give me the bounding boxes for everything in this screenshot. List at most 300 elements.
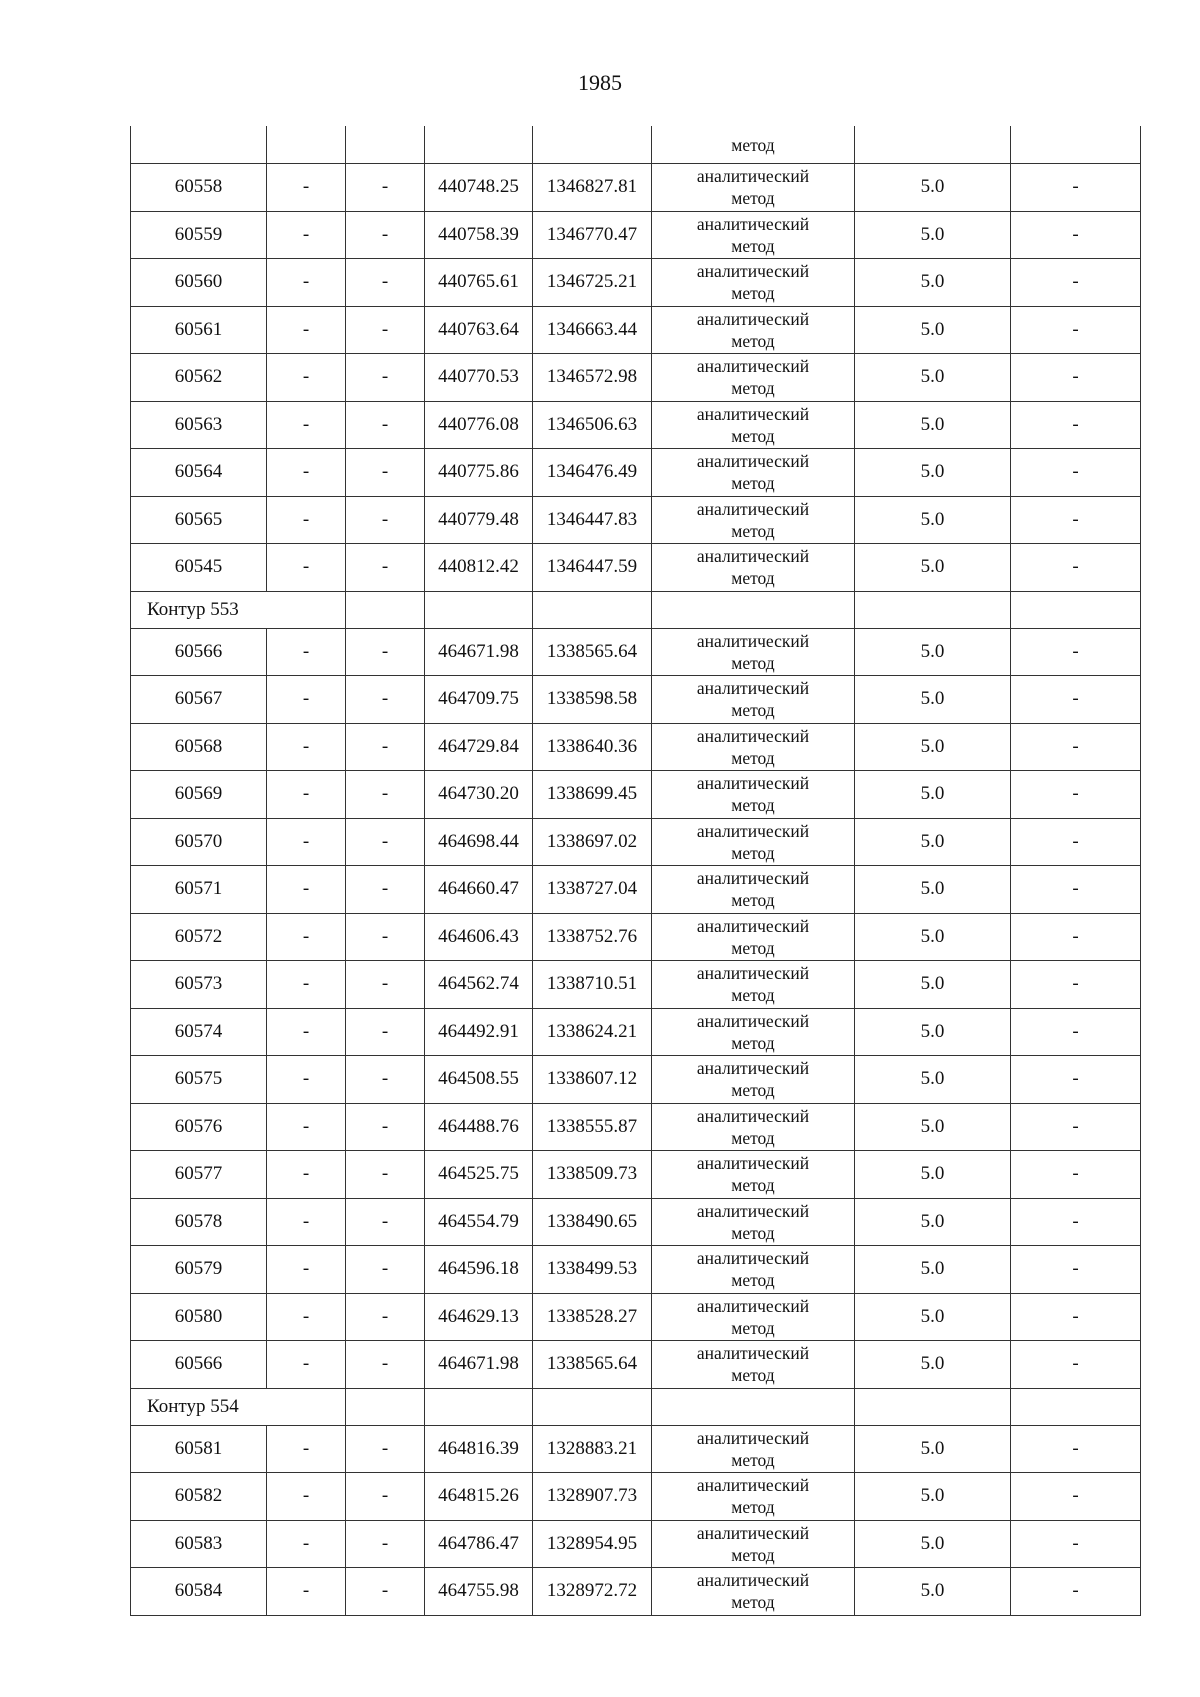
cell-method <box>652 723 855 771</box>
table-row <box>131 961 1141 1009</box>
cell-x: 464562.74 <box>425 961 533 1009</box>
cell-col2: - <box>267 1008 346 1056</box>
cell-col3: - <box>346 259 425 307</box>
cell-last: - <box>1011 628 1141 676</box>
cell-x: 464709.75 <box>425 676 533 724</box>
contour-label: Контур 554 <box>131 1388 346 1425</box>
cell-accuracy: 5.0 <box>855 1198 1011 1246</box>
cell-col2 <box>267 126 346 164</box>
cell-y: 1346476.49 <box>533 449 652 497</box>
cell-col3: - <box>346 961 425 1009</box>
table-row <box>131 1473 1141 1521</box>
method-line-2: метод <box>731 700 775 721</box>
method-line-1: аналитический <box>696 963 810 984</box>
cell-last: - <box>1011 866 1141 914</box>
method-line-1: аналитический <box>696 451 810 472</box>
cell-accuracy: 5.0 <box>855 818 1011 866</box>
cell-last: - <box>1011 401 1141 449</box>
cell-col2: - <box>267 496 346 544</box>
cell-method <box>652 164 855 212</box>
cell-col2: - <box>267 1473 346 1521</box>
table-row <box>131 1103 1141 1151</box>
cell-x: 440779.48 <box>425 496 533 544</box>
cell-col3: - <box>346 1293 425 1341</box>
cell-col3: - <box>346 1056 425 1104</box>
cell-x: 464730.20 <box>425 771 533 819</box>
cell-x: 464596.18 <box>425 1246 533 1294</box>
table-row <box>131 496 1141 544</box>
cell-x: 464729.84 <box>425 723 533 771</box>
cell-method <box>652 449 855 497</box>
cell-last: - <box>1011 354 1141 402</box>
cell-method <box>652 1198 855 1246</box>
cell-col3: - <box>346 1425 425 1473</box>
cell-last: - <box>1011 306 1141 354</box>
cell-id: 60568 <box>131 723 267 771</box>
cell-method <box>652 628 855 676</box>
cell-y: 1328907.73 <box>533 1473 652 1521</box>
cell-col2: - <box>267 1341 346 1389</box>
method-line-2: метод <box>731 188 775 209</box>
cell-accuracy: 5.0 <box>855 1008 1011 1056</box>
cell-last: - <box>1011 1056 1141 1104</box>
cell-y: 1338509.73 <box>533 1151 652 1199</box>
cell-col2: - <box>267 401 346 449</box>
cell-last: - <box>1011 1293 1141 1341</box>
cell-col2: - <box>267 211 346 259</box>
table-row <box>131 1198 1141 1246</box>
cell-col3: - <box>346 1151 425 1199</box>
cell-col3: - <box>346 306 425 354</box>
cell-y: 1338607.12 <box>533 1056 652 1104</box>
cell-col3: - <box>346 771 425 819</box>
method-line-2: метод <box>731 985 775 1006</box>
cell-last: - <box>1011 913 1141 961</box>
cell-method <box>652 1056 855 1104</box>
cell-method <box>652 1473 855 1521</box>
cell-id: 60578 <box>131 1198 267 1246</box>
method-line-1: аналитический <box>696 820 810 841</box>
cell-last: - <box>1011 818 1141 866</box>
cell-x: 464755.98 <box>425 1568 533 1616</box>
table-row <box>131 306 1141 354</box>
cell-method <box>652 354 855 402</box>
cell-x: 440748.25 <box>425 164 533 212</box>
method-line-1: аналитический <box>696 546 810 567</box>
method-line-2: метод <box>731 425 775 446</box>
method-line-1: аналитический <box>696 1200 810 1221</box>
method-line-2: метод <box>731 1222 775 1243</box>
cell-y: 1328883.21 <box>533 1425 652 1473</box>
table-row <box>131 259 1141 307</box>
method-line-2: метод <box>731 1080 775 1101</box>
cell-method <box>652 866 855 914</box>
cell-accuracy: 5.0 <box>855 401 1011 449</box>
method-line-1: аналитический <box>696 1343 810 1364</box>
cell-id: 60571 <box>131 866 267 914</box>
cell-col2: - <box>267 354 346 402</box>
contour-label: Контур 553 <box>131 591 346 628</box>
cell-col3: - <box>346 164 425 212</box>
cell-last <box>1011 1388 1141 1425</box>
method-line-2: метод <box>731 890 775 911</box>
cell-last: - <box>1011 1425 1141 1473</box>
table-row <box>131 1151 1141 1199</box>
cell-y <box>533 126 652 164</box>
method-line-1: аналитический <box>696 725 810 746</box>
method-line-2: метод <box>731 473 775 494</box>
cell-y: 1338697.02 <box>533 818 652 866</box>
table-row <box>131 1568 1141 1616</box>
cell-method <box>652 1388 855 1425</box>
cell-col3: - <box>346 1246 425 1294</box>
cell-accuracy <box>855 126 1011 164</box>
cell-accuracy: 5.0 <box>855 544 1011 592</box>
cell-method <box>652 818 855 866</box>
table-row <box>131 449 1141 497</box>
table-row <box>131 1056 1141 1104</box>
cell-last: - <box>1011 164 1141 212</box>
cell-y: 1346572.98 <box>533 354 652 402</box>
cell-method <box>652 1151 855 1199</box>
method-line-1: аналитический <box>696 678 810 699</box>
method-line-2: метод <box>731 235 775 256</box>
cell-y: 1338710.51 <box>533 961 652 1009</box>
table-row <box>131 544 1141 592</box>
cell-method <box>652 961 855 1009</box>
cell-y <box>533 1388 652 1425</box>
cell-accuracy: 5.0 <box>855 1425 1011 1473</box>
cell-accuracy: 5.0 <box>855 866 1011 914</box>
cell-method <box>652 1103 855 1151</box>
method-line-2: метод <box>731 747 775 768</box>
method-line-1: аналитический <box>696 213 810 234</box>
cell-col3: - <box>346 1198 425 1246</box>
cell-col3: - <box>346 866 425 914</box>
cell-x: 464508.55 <box>425 1056 533 1104</box>
cell-accuracy: 5.0 <box>855 1246 1011 1294</box>
cell-accuracy: 5.0 <box>855 259 1011 307</box>
method-line-2: метод <box>731 1544 775 1565</box>
cell-method <box>652 306 855 354</box>
method-line-2: метод <box>731 1592 775 1613</box>
method-line-2: метод <box>731 652 775 673</box>
method-line-2: метод <box>731 1270 775 1291</box>
cell-y: 1346827.81 <box>533 164 652 212</box>
cell-last: - <box>1011 211 1141 259</box>
cell-y: 1328954.95 <box>533 1520 652 1568</box>
method-line-2: метод <box>731 520 775 541</box>
cell-col2: - <box>267 1293 346 1341</box>
cell-id: 60566 <box>131 628 267 676</box>
cell-col3 <box>346 1388 425 1425</box>
table-row <box>131 723 1141 771</box>
cell-y: 1338752.76 <box>533 913 652 961</box>
method-line-1: аналитический <box>696 1153 810 1174</box>
cell-x: 464671.98 <box>425 628 533 676</box>
cell-col2: - <box>267 1151 346 1199</box>
method-line-1: аналитический <box>696 356 810 377</box>
cell-col2: - <box>267 1520 346 1568</box>
cell-x: 464698.44 <box>425 818 533 866</box>
method-line-1: аналитический <box>696 1010 810 1031</box>
cell-col2: - <box>267 628 346 676</box>
cell-y: 1328972.72 <box>533 1568 652 1616</box>
cell-id: 60583 <box>131 1520 267 1568</box>
method-line-2: метод <box>731 795 775 816</box>
cell-method <box>652 259 855 307</box>
cell-id: 60561 <box>131 306 267 354</box>
method-line-2: метод <box>731 330 775 351</box>
cell-accuracy <box>855 1388 1011 1425</box>
cell-col3 <box>346 591 425 628</box>
cell-col2: - <box>267 1103 346 1151</box>
cell-method <box>652 544 855 592</box>
cell-id: 60573 <box>131 961 267 1009</box>
cell-x: 440812.42 <box>425 544 533 592</box>
cell-method <box>652 591 855 628</box>
cell-accuracy: 5.0 <box>855 306 1011 354</box>
cell-x: 464660.47 <box>425 866 533 914</box>
cell-accuracy: 5.0 <box>855 211 1011 259</box>
cell-y: 1338598.58 <box>533 676 652 724</box>
cell-last: - <box>1011 1473 1141 1521</box>
cell-accuracy: 5.0 <box>855 771 1011 819</box>
cell-col3: - <box>346 211 425 259</box>
method-line-1: аналитический <box>696 1427 810 1448</box>
cell-id: 60560 <box>131 259 267 307</box>
cell-x: 464786.47 <box>425 1520 533 1568</box>
cell-method <box>652 771 855 819</box>
cell-id: 60569 <box>131 771 267 819</box>
cell-id: 60576 <box>131 1103 267 1151</box>
cell-last: - <box>1011 676 1141 724</box>
cell-y: 1338565.64 <box>533 628 652 676</box>
cell-accuracy: 5.0 <box>855 354 1011 402</box>
cell-last: - <box>1011 1198 1141 1246</box>
cell-col2: - <box>267 1198 346 1246</box>
cell-col3: - <box>346 818 425 866</box>
cell-x: 440758.39 <box>425 211 533 259</box>
cell-col2: - <box>267 676 346 724</box>
cell-y: 1338490.65 <box>533 1198 652 1246</box>
cell-accuracy: 5.0 <box>855 1520 1011 1568</box>
method-line-2: метод <box>731 1497 775 1518</box>
cell-col2: - <box>267 306 346 354</box>
cell-id: 60559 <box>131 211 267 259</box>
cell-accuracy: 5.0 <box>855 676 1011 724</box>
cell-x: 440763.64 <box>425 306 533 354</box>
method-line-1: аналитический <box>696 403 810 424</box>
cell-x: 440765.61 <box>425 259 533 307</box>
method-line-1: аналитический <box>696 630 810 651</box>
cell-col3: - <box>346 913 425 961</box>
cell-y: 1346770.47 <box>533 211 652 259</box>
cell-last: - <box>1011 723 1141 771</box>
cell-last: - <box>1011 259 1141 307</box>
cell-col2: - <box>267 1246 346 1294</box>
cell-accuracy <box>855 591 1011 628</box>
table-row <box>131 211 1141 259</box>
method-line-1: аналитический <box>696 166 810 187</box>
cell-last: - <box>1011 1520 1141 1568</box>
table-row <box>131 1246 1141 1294</box>
method-line-2: метод <box>731 568 775 589</box>
cell-x: 464629.13 <box>425 1293 533 1341</box>
cell-method <box>652 1520 855 1568</box>
method-line-1: аналитический <box>696 773 810 794</box>
cell-col2: - <box>267 818 346 866</box>
cell-last: - <box>1011 449 1141 497</box>
cell-accuracy: 5.0 <box>855 1056 1011 1104</box>
cell-method <box>652 1008 855 1056</box>
continuation-row <box>131 126 1141 164</box>
method-line-2: метод <box>731 378 775 399</box>
cell-col3: - <box>346 1568 425 1616</box>
cell-col3: - <box>346 1103 425 1151</box>
cell-y: 1346663.44 <box>533 306 652 354</box>
method-line-1: аналитический <box>696 498 810 519</box>
cell-accuracy: 5.0 <box>855 1341 1011 1389</box>
cell-col2: - <box>267 1568 346 1616</box>
cell-last: - <box>1011 1151 1141 1199</box>
cell-accuracy: 5.0 <box>855 164 1011 212</box>
cell-method <box>652 913 855 961</box>
cell-id: 60565 <box>131 496 267 544</box>
table-row <box>131 913 1141 961</box>
table-row <box>131 1008 1141 1056</box>
cell-last <box>1011 126 1141 164</box>
contour-header-row <box>131 1388 1141 1425</box>
method-line-1: аналитический <box>696 308 810 329</box>
cell-id: 60581 <box>131 1425 267 1473</box>
table-body <box>131 126 1141 1615</box>
cell-col3: - <box>346 1473 425 1521</box>
method-line-2: метод <box>731 1127 775 1148</box>
cell-id: 60580 <box>131 1293 267 1341</box>
cell-last: - <box>1011 1246 1141 1294</box>
method-line-2: метод <box>731 1317 775 1338</box>
cell-method <box>652 1425 855 1473</box>
cell-id: 60567 <box>131 676 267 724</box>
table-row <box>131 1341 1141 1389</box>
cell-x: 464488.76 <box>425 1103 533 1151</box>
cell-method <box>652 496 855 544</box>
cell-y: 1346447.83 <box>533 496 652 544</box>
cell-accuracy: 5.0 <box>855 723 1011 771</box>
cell-accuracy: 5.0 <box>855 1151 1011 1199</box>
cell-last: - <box>1011 771 1141 819</box>
method-line-1: аналитический <box>696 915 810 936</box>
coordinates-table <box>130 126 1141 1616</box>
cell-method <box>652 1341 855 1389</box>
cell-method: метод <box>652 126 855 164</box>
cell-col2: - <box>267 913 346 961</box>
table-row <box>131 866 1141 914</box>
cell-x <box>425 1388 533 1425</box>
method-line-1: аналитический <box>696 1475 810 1496</box>
cell-id: 60579 <box>131 1246 267 1294</box>
cell-col3: - <box>346 1008 425 1056</box>
cell-col3: - <box>346 1520 425 1568</box>
cell-accuracy: 5.0 <box>855 961 1011 1009</box>
cell-x: 464816.39 <box>425 1425 533 1473</box>
method-line-2: метод <box>731 842 775 863</box>
cell-col2: - <box>267 164 346 212</box>
method-line-1: аналитический <box>696 1058 810 1079</box>
method-line-1: аналитический <box>696 1248 810 1269</box>
cell-x: 464606.43 <box>425 913 533 961</box>
cell-id <box>131 126 267 164</box>
cell-x: 440775.86 <box>425 449 533 497</box>
cell-y <box>533 591 652 628</box>
cell-col3: - <box>346 354 425 402</box>
cell-accuracy: 5.0 <box>855 1568 1011 1616</box>
cell-id: 60570 <box>131 818 267 866</box>
page-number: 1985 <box>578 70 622 95</box>
cell-method <box>652 1246 855 1294</box>
cell-last: - <box>1011 1103 1141 1151</box>
cell-col2: - <box>267 961 346 1009</box>
cell-col2: - <box>267 1056 346 1104</box>
table-row <box>131 818 1141 866</box>
method-line-1: аналитический <box>696 1522 810 1543</box>
cell-x: 464554.79 <box>425 1198 533 1246</box>
cell-col2: - <box>267 259 346 307</box>
cell-y: 1346725.21 <box>533 259 652 307</box>
contour-header-row <box>131 591 1141 628</box>
cell-id: 60584 <box>131 1568 267 1616</box>
cell-id: 60564 <box>131 449 267 497</box>
cell-accuracy: 5.0 <box>855 913 1011 961</box>
table-row <box>131 354 1141 402</box>
cell-col3: - <box>346 449 425 497</box>
cell-y: 1338555.87 <box>533 1103 652 1151</box>
cell-id: 60558 <box>131 164 267 212</box>
cell-last: - <box>1011 1568 1141 1616</box>
table-row <box>131 1293 1141 1341</box>
cell-y: 1338640.36 <box>533 723 652 771</box>
table-row <box>131 676 1141 724</box>
cell-last <box>1011 591 1141 628</box>
cell-y: 1346447.59 <box>533 544 652 592</box>
cell-method <box>652 1568 855 1616</box>
cell-col3: - <box>346 1341 425 1389</box>
cell-accuracy: 5.0 <box>855 1473 1011 1521</box>
method-line-2: метод <box>731 937 775 958</box>
method-line-1: аналитический <box>696 1295 810 1316</box>
cell-col2: - <box>267 1425 346 1473</box>
table-row <box>131 1425 1141 1473</box>
cell-x <box>425 591 533 628</box>
method-line-2: метод <box>731 283 775 304</box>
cell-col3: - <box>346 676 425 724</box>
cell-col3: - <box>346 544 425 592</box>
table-row <box>131 628 1141 676</box>
method-line-1: аналитический <box>696 261 810 282</box>
cell-id: 60577 <box>131 1151 267 1199</box>
method-line-2: метод <box>731 1449 775 1470</box>
cell-y: 1338727.04 <box>533 866 652 914</box>
method-line-1: аналитический <box>696 1105 810 1126</box>
cell-accuracy: 5.0 <box>855 1103 1011 1151</box>
cell-y: 1338499.53 <box>533 1246 652 1294</box>
cell-method <box>652 211 855 259</box>
method-line-2: метод <box>731 1175 775 1196</box>
method-line-1: аналитический <box>696 1570 810 1591</box>
cell-accuracy: 5.0 <box>855 449 1011 497</box>
cell-accuracy: 5.0 <box>855 496 1011 544</box>
